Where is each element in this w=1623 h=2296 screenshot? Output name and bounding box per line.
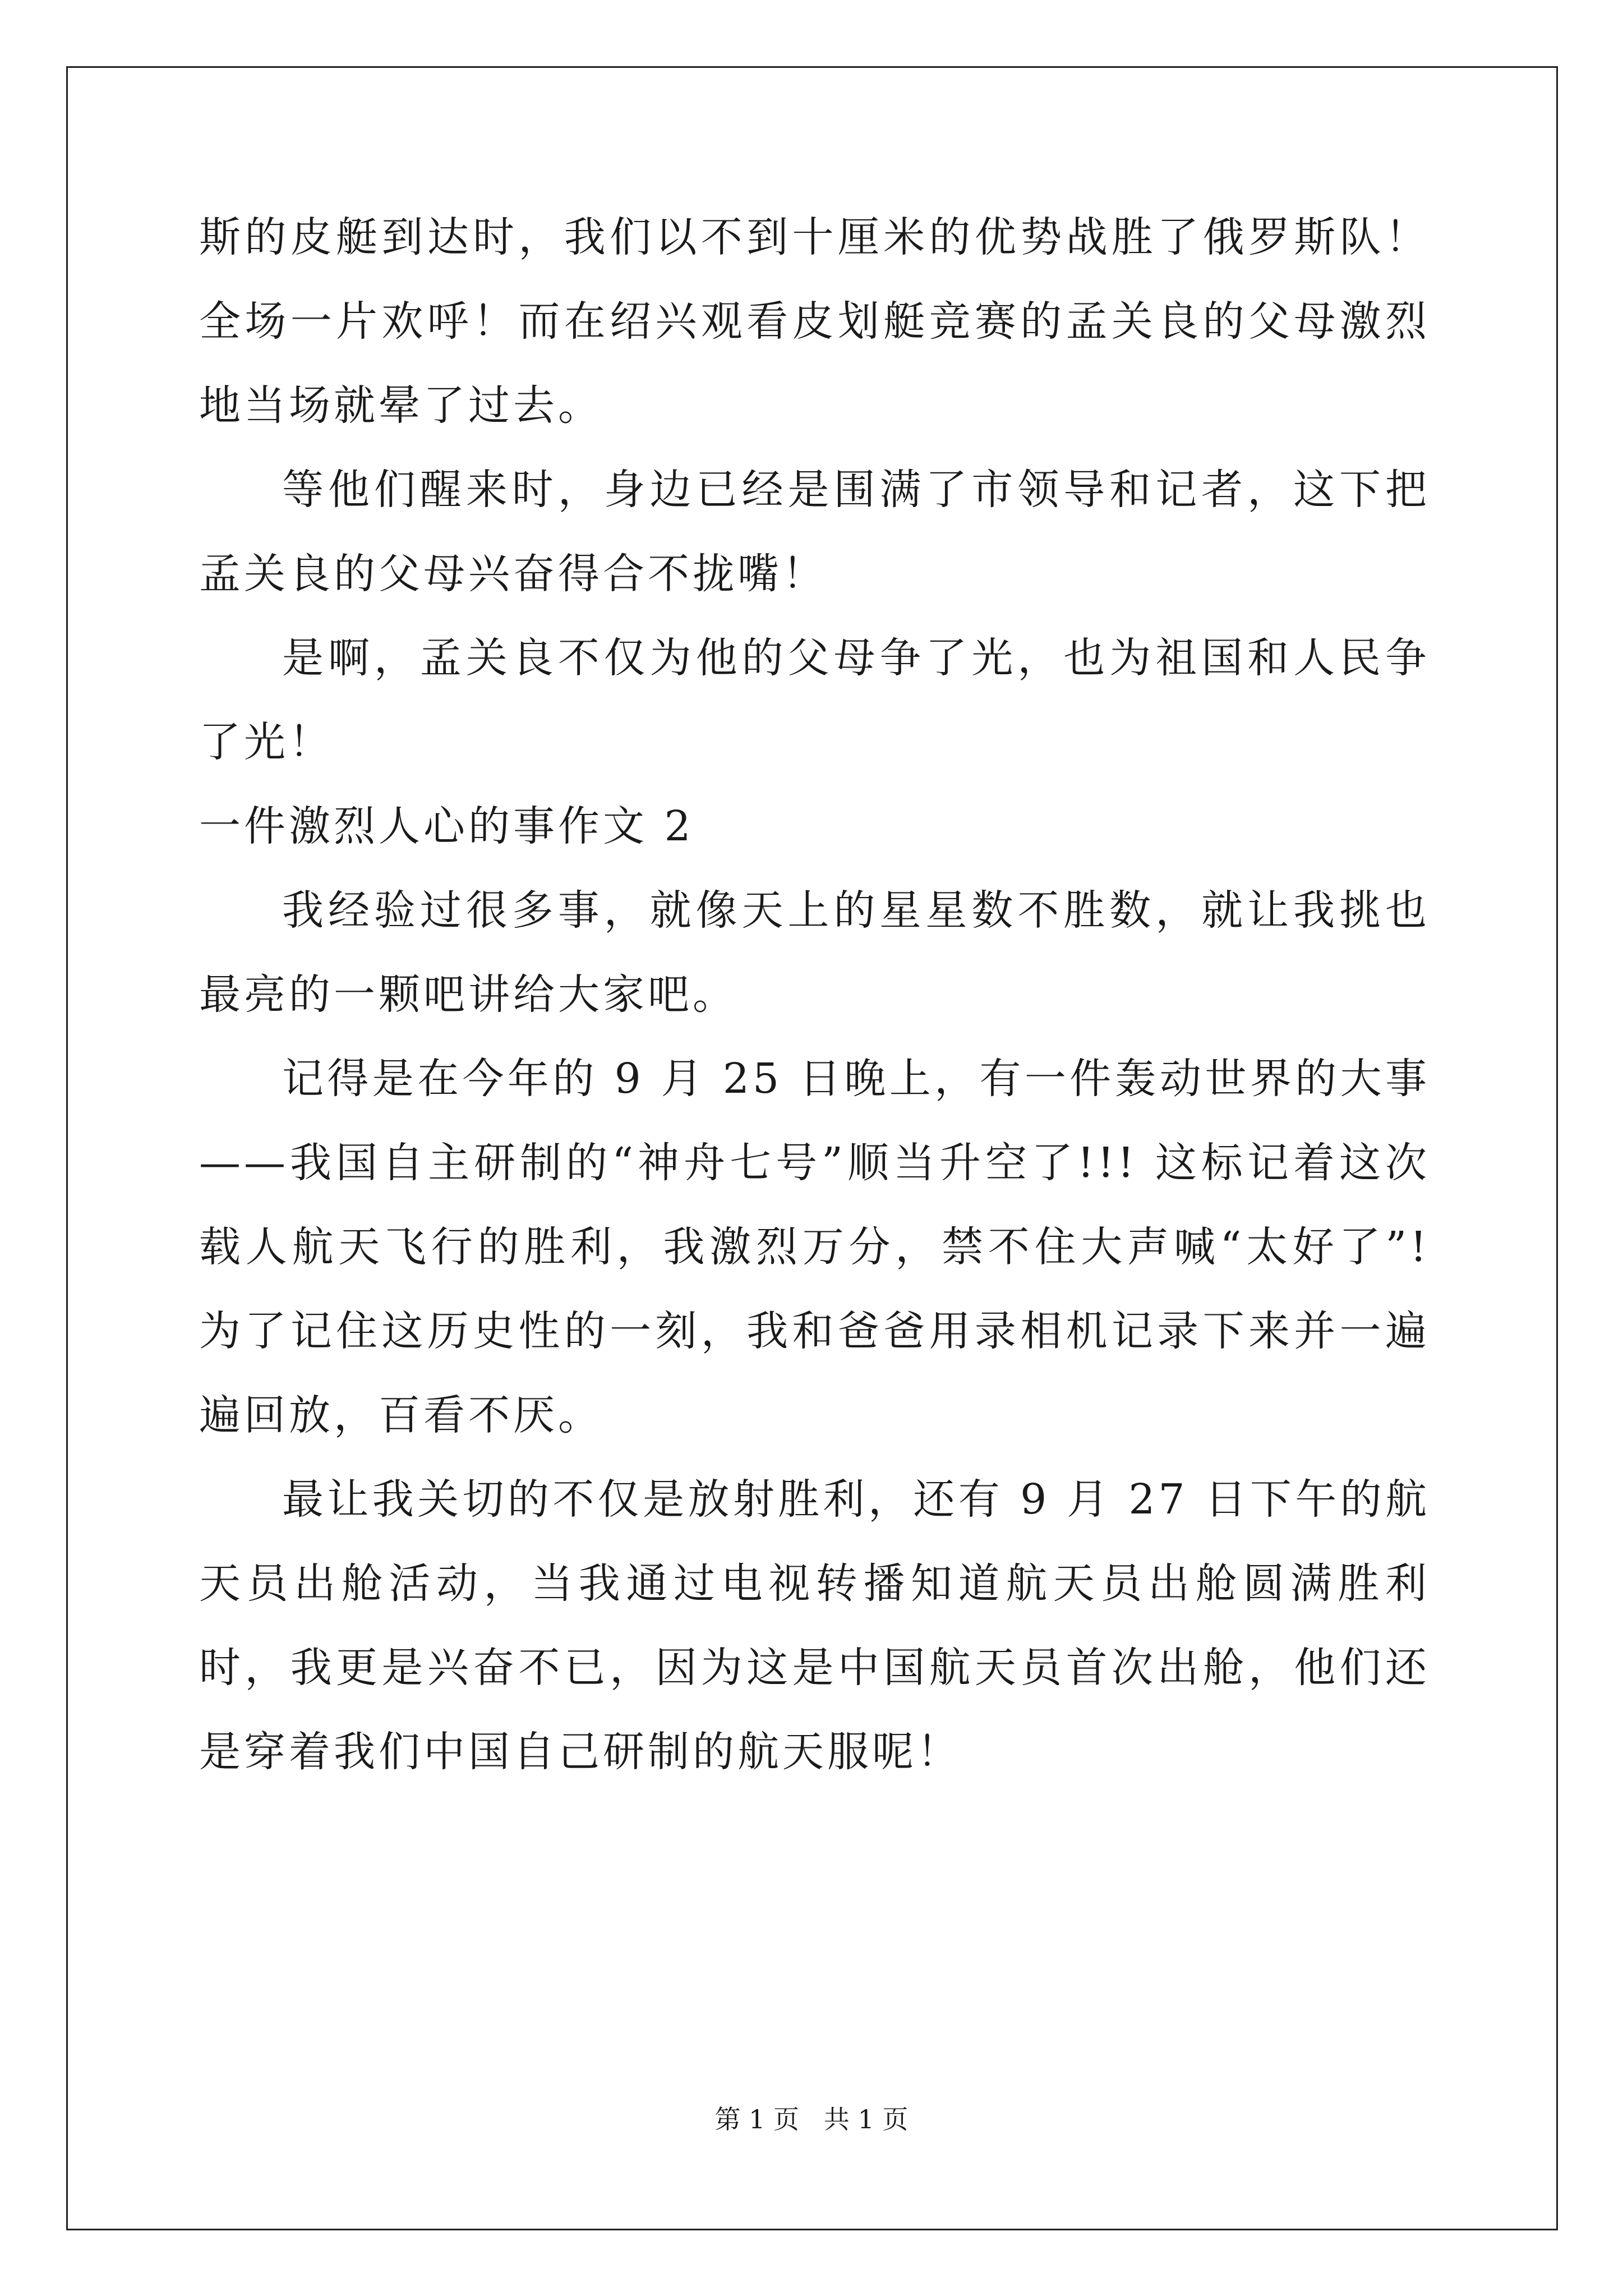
essay-heading: 一件激烈人心的事作文 2	[199, 802, 694, 850]
paragraph: 最让我关切的不仅是放射胜利，还有 9 月 27 日下午的航天员出舱活动，当我通过电视转播知道航天员出舱圆满胜利时，我更是兴奋不已，因为这是中国航天员首次出舱，他们还是穿着我们中国自己研制的航天服呢！	[199, 1475, 1430, 1776]
paragraph: 等他们醒来时，身边已经是围满了市领导和记者，这下把孟关良的父母兴奋得合不拢嘴！	[199, 466, 1430, 598]
page-footer: 第 1 页 共 1 页	[714, 2104, 909, 2134]
paragraph: 我经验过很多事，就像天上的星星数不胜数，就让我挑也最亮的一颗吧讲给大家吧。	[199, 886, 1430, 1019]
paragraph-continuation: 斯的皮艇到达时，我们以不到十厘米的优势战胜了俄罗斯队！全场一片欢呼！而在绍兴观看皮划艇竞赛的孟关良的父母激烈地当场就晕了过去。	[199, 213, 1430, 430]
paragraph: 是啊，孟关良不仅为他的父母争了光，也为祖国和人民争了光！	[199, 634, 1430, 766]
document-body	[199, 195, 1430, 1794]
paragraph: 记得是在今年的 9 月 25 日晚上，有一件轰动世界的大事——我国自主研制的“神舟七号”顺当升空了!!! 这标记着这次载人航天飞行的胜利，我激烈万分，禁不住大声喊“太好了”! 为了记住这历史性的一刻，我和爸爸用录相机记录下来并一遍遍回放，百看不厌。	[199, 1055, 1430, 1439]
